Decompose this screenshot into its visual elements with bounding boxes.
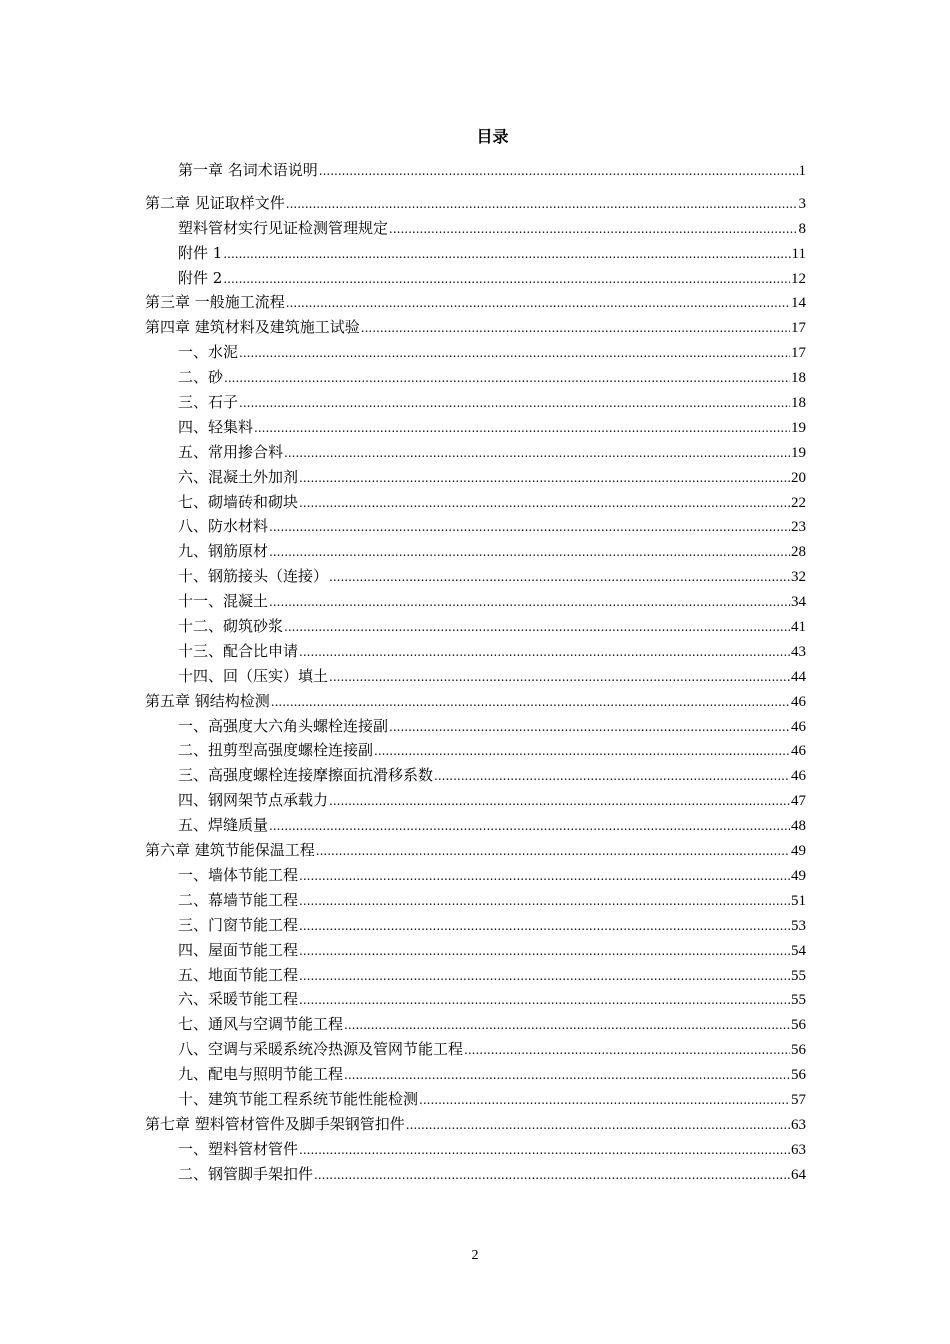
toc-entry-page: 49 <box>791 843 806 860</box>
toc-entry-label: 十三、配合比申请 <box>178 641 299 660</box>
toc-entry[interactable] <box>145 738 806 763</box>
toc-entry-label: 四、钢网架节点承载力 <box>178 791 329 810</box>
toc-dot-leader <box>419 1088 790 1112</box>
toc-entry[interactable] <box>145 1162 806 1187</box>
toc-entry-label: 五、常用掺合料 <box>178 442 284 461</box>
toc-entry-page: 46 <box>791 693 806 710</box>
toc-entry-page: 63 <box>791 1141 806 1158</box>
toc-entry-page: 14 <box>791 295 806 312</box>
toc-dot-leader <box>223 267 790 291</box>
toc-dot-leader <box>299 939 790 963</box>
toc-entry[interactable] <box>145 763 806 788</box>
toc-entry[interactable] <box>145 158 806 183</box>
toc-dot-leader <box>269 540 790 564</box>
toc-dot-leader <box>299 491 790 515</box>
toc-entry-label: 六、采暖节能工程 <box>178 990 299 1009</box>
toc-entry-page: 22 <box>791 494 806 511</box>
toc-entry-page: 49 <box>791 867 806 884</box>
toc-entry-page: 19 <box>791 419 806 436</box>
toc-entry-page: 57 <box>791 1091 806 1108</box>
toc-entry[interactable] <box>145 340 806 365</box>
toc-dot-leader <box>389 217 797 241</box>
toc-entry[interactable] <box>145 390 806 415</box>
toc-title: 目录 <box>476 127 509 146</box>
toc-list <box>145 158 806 1187</box>
toc-entry-label: 十、建筑节能工程系统节能性能检测 <box>178 1089 419 1108</box>
toc-dot-leader <box>319 159 798 183</box>
toc-entry-page: 51 <box>791 892 806 909</box>
toc-entry-label: 十四、回（压实）填土 <box>178 666 329 685</box>
toc-dot-leader <box>286 192 798 216</box>
toc-dot-leader <box>299 964 790 988</box>
toc-entry-page: 8 <box>798 220 806 237</box>
toc-entry[interactable] <box>145 440 806 465</box>
toc-dot-leader <box>254 416 790 440</box>
toc-dot-leader <box>269 515 790 539</box>
toc-entry[interactable] <box>145 714 806 739</box>
toc-entry-label: 二、幕墙节能工程 <box>178 890 299 909</box>
toc-entry-page: 55 <box>791 992 806 1009</box>
toc-dot-leader <box>299 466 790 490</box>
toc-entry[interactable] <box>145 1112 806 1137</box>
toc-entry-label: 第一章 名词术语说明 <box>178 161 318 179</box>
toc-entry-label: 四、屋面节能工程 <box>178 940 299 959</box>
toc-dot-leader <box>329 789 790 813</box>
toc-entry-label: 二、扭剪型高强度螺栓连接副 <box>178 741 374 760</box>
toc-dot-leader <box>344 1063 790 1087</box>
toc-entry-label: 四、轻集料 <box>178 417 254 436</box>
toc-entry-label: 九、钢筋原材 <box>178 542 269 561</box>
toc-entry[interactable] <box>145 813 806 838</box>
toc-entry-page: 28 <box>791 544 806 561</box>
toc-dot-leader <box>406 1113 790 1137</box>
toc-entry[interactable] <box>145 539 806 564</box>
toc-entry-page: 34 <box>791 594 806 611</box>
toc-dot-leader <box>361 316 790 340</box>
toc-dot-leader <box>271 690 790 714</box>
toc-dot-leader <box>299 1138 790 1162</box>
toc-entry-label: 第四章 建筑材料及建筑施工试验 <box>145 318 360 337</box>
toc-entry-label: 十二、砌筑砂浆 <box>178 617 284 636</box>
toc-entry-page: 18 <box>791 395 806 412</box>
toc-entry[interactable] <box>145 1087 806 1112</box>
toc-dot-leader <box>284 615 790 639</box>
toc-dot-leader <box>329 565 790 589</box>
toc-entry[interactable] <box>145 987 806 1012</box>
toc-entry[interactable] <box>145 888 806 913</box>
toc-entry-label: 附件 1 <box>178 243 223 262</box>
toc-entry-page: 17 <box>791 320 806 337</box>
toc-entry-page: 48 <box>791 818 806 835</box>
toc-entry[interactable] <box>145 788 806 813</box>
toc-entry-label: 十一、混凝土 <box>178 592 269 611</box>
toc-entry[interactable] <box>145 415 806 440</box>
toc-entry-page: 63 <box>791 1116 806 1133</box>
toc-entry-label: 三、门窗节能工程 <box>178 915 299 934</box>
toc-entry-label: 一、塑料管材管件 <box>178 1139 299 1158</box>
toc-entry[interactable] <box>145 290 806 315</box>
toc-dot-leader <box>316 839 790 863</box>
toc-entry[interactable] <box>145 963 806 988</box>
page-number: 2 <box>471 1248 479 1263</box>
toc-entry[interactable] <box>145 589 806 614</box>
toc-entry[interactable] <box>145 639 806 664</box>
toc-entry-page: 11 <box>791 245 806 262</box>
toc-dot-leader <box>223 242 790 266</box>
toc-entry-page: 32 <box>791 569 806 586</box>
toc-entry-page: 20 <box>791 469 806 486</box>
toc-entry-page: 64 <box>791 1166 806 1183</box>
toc-entry-label: 一、墙体节能工程 <box>178 865 299 884</box>
toc-entry-page: 54 <box>791 942 806 959</box>
toc-entry[interactable] <box>145 315 806 340</box>
toc-dot-leader <box>299 640 790 664</box>
toc-entry[interactable] <box>145 490 806 515</box>
toc-entry-page: 46 <box>791 768 806 785</box>
toc-entry[interactable] <box>145 938 806 963</box>
toc-entry-page: 56 <box>791 1067 806 1084</box>
toc-entry-label: 五、地面节能工程 <box>178 965 299 984</box>
toc-entry[interactable] <box>145 1037 806 1062</box>
toc-dot-leader <box>239 341 790 365</box>
toc-entry[interactable] <box>145 689 806 714</box>
toc-dot-leader <box>284 441 790 465</box>
toc-entry-label: 五、焊缝质量 <box>178 816 269 835</box>
toc-entry-label: 八、防水材料 <box>178 517 269 536</box>
toc-entry-label: 塑料管材实行见证检测管理规定 <box>178 218 389 237</box>
toc-entry-page: 56 <box>791 1017 806 1034</box>
toc-dot-leader <box>314 1163 790 1187</box>
toc-entry-page: 56 <box>791 1042 806 1059</box>
toc-entry-label: 七、通风与空调节能工程 <box>178 1015 344 1034</box>
toc-dot-leader <box>464 1038 790 1062</box>
toc-entry-page: 46 <box>791 743 806 760</box>
toc-entry-page: 1 <box>798 163 806 179</box>
toc-entry[interactable] <box>145 1012 806 1037</box>
toc-entry[interactable] <box>145 514 806 539</box>
toc-dot-leader <box>299 889 790 913</box>
toc-entry-label: 第六章 建筑节能保温工程 <box>145 841 315 860</box>
toc-entry[interactable] <box>145 564 806 589</box>
toc-dot-leader <box>269 590 790 614</box>
toc-dot-leader <box>374 739 790 763</box>
toc-entry-label: 三、石子 <box>178 393 239 412</box>
toc-entry-label: 二、砂 <box>178 368 224 387</box>
toc-entry-label: 十、钢筋接头（连接） <box>178 567 329 586</box>
toc-entry-page: 46 <box>791 718 806 735</box>
toc-entry-label: 附件 2 <box>178 268 223 287</box>
toc-entry-page: 55 <box>791 967 806 984</box>
toc-entry[interactable] <box>145 191 806 216</box>
toc-entry[interactable] <box>145 365 806 390</box>
toc-dot-leader <box>299 988 790 1012</box>
toc-dot-leader <box>329 665 790 689</box>
toc-entry-label: 第五章 钢结构检测 <box>145 691 270 710</box>
toc-entry[interactable] <box>145 266 806 291</box>
toc-entry-label: 八、空调与采暖系统冷热源及管网节能工程 <box>178 1040 464 1059</box>
toc-dot-leader <box>299 914 790 938</box>
toc-entry-page: 17 <box>791 345 806 362</box>
toc-entry-label: 第三章 一般施工流程 <box>145 293 285 312</box>
toc-entry[interactable] <box>145 913 806 938</box>
toc-entry-page: 41 <box>791 619 806 636</box>
toc-entry[interactable] <box>145 838 806 863</box>
toc-dot-leader <box>239 391 790 415</box>
toc-entry-label: 一、高强度大六角头螺栓连接副 <box>178 716 389 735</box>
toc-dot-leader <box>286 291 790 315</box>
toc-entry[interactable] <box>145 863 806 888</box>
toc-entry-label: 第二章 见证取样文件 <box>145 193 285 212</box>
toc-entry-page: 23 <box>791 519 806 536</box>
toc-entry-page: 18 <box>791 370 806 387</box>
toc-dot-leader <box>269 814 790 838</box>
toc-entry-label: 九、配电与照明节能工程 <box>178 1065 344 1084</box>
toc-entry[interactable] <box>145 216 806 241</box>
toc-dot-leader <box>389 715 790 739</box>
toc-dot-leader <box>299 864 790 888</box>
toc-entry-label: 三、高强度螺栓连接摩擦面抗滑移系数 <box>178 766 434 785</box>
toc-entry-label: 二、钢管脚手架扣件 <box>178 1164 314 1183</box>
toc-entry-label: 六、混凝土外加剂 <box>178 467 299 486</box>
toc-entry-page: 19 <box>791 444 806 461</box>
toc-entry[interactable] <box>145 241 806 266</box>
toc-dot-leader <box>434 764 790 788</box>
toc-entry[interactable] <box>145 664 806 689</box>
toc-entry[interactable] <box>145 1137 806 1162</box>
toc-entry-page: 53 <box>791 917 806 934</box>
toc-entry-page: 3 <box>798 195 806 212</box>
toc-entry-page: 12 <box>791 270 806 287</box>
toc-entry-label: 七、砌墙砖和砌块 <box>178 492 299 511</box>
toc-dot-leader <box>224 366 790 390</box>
toc-entry-page: 47 <box>791 793 806 810</box>
toc-entry-page: 44 <box>791 668 806 685</box>
toc-entry-label: 第七章 塑料管材管件及脚手架钢管扣件 <box>145 1114 405 1133</box>
toc-entry-page: 43 <box>791 643 806 660</box>
toc-entry[interactable] <box>145 1062 806 1087</box>
toc-entry[interactable] <box>145 614 806 639</box>
toc-dot-leader <box>344 1013 790 1037</box>
toc-entry[interactable] <box>145 465 806 490</box>
toc-entry-label: 一、水泥 <box>178 343 239 362</box>
